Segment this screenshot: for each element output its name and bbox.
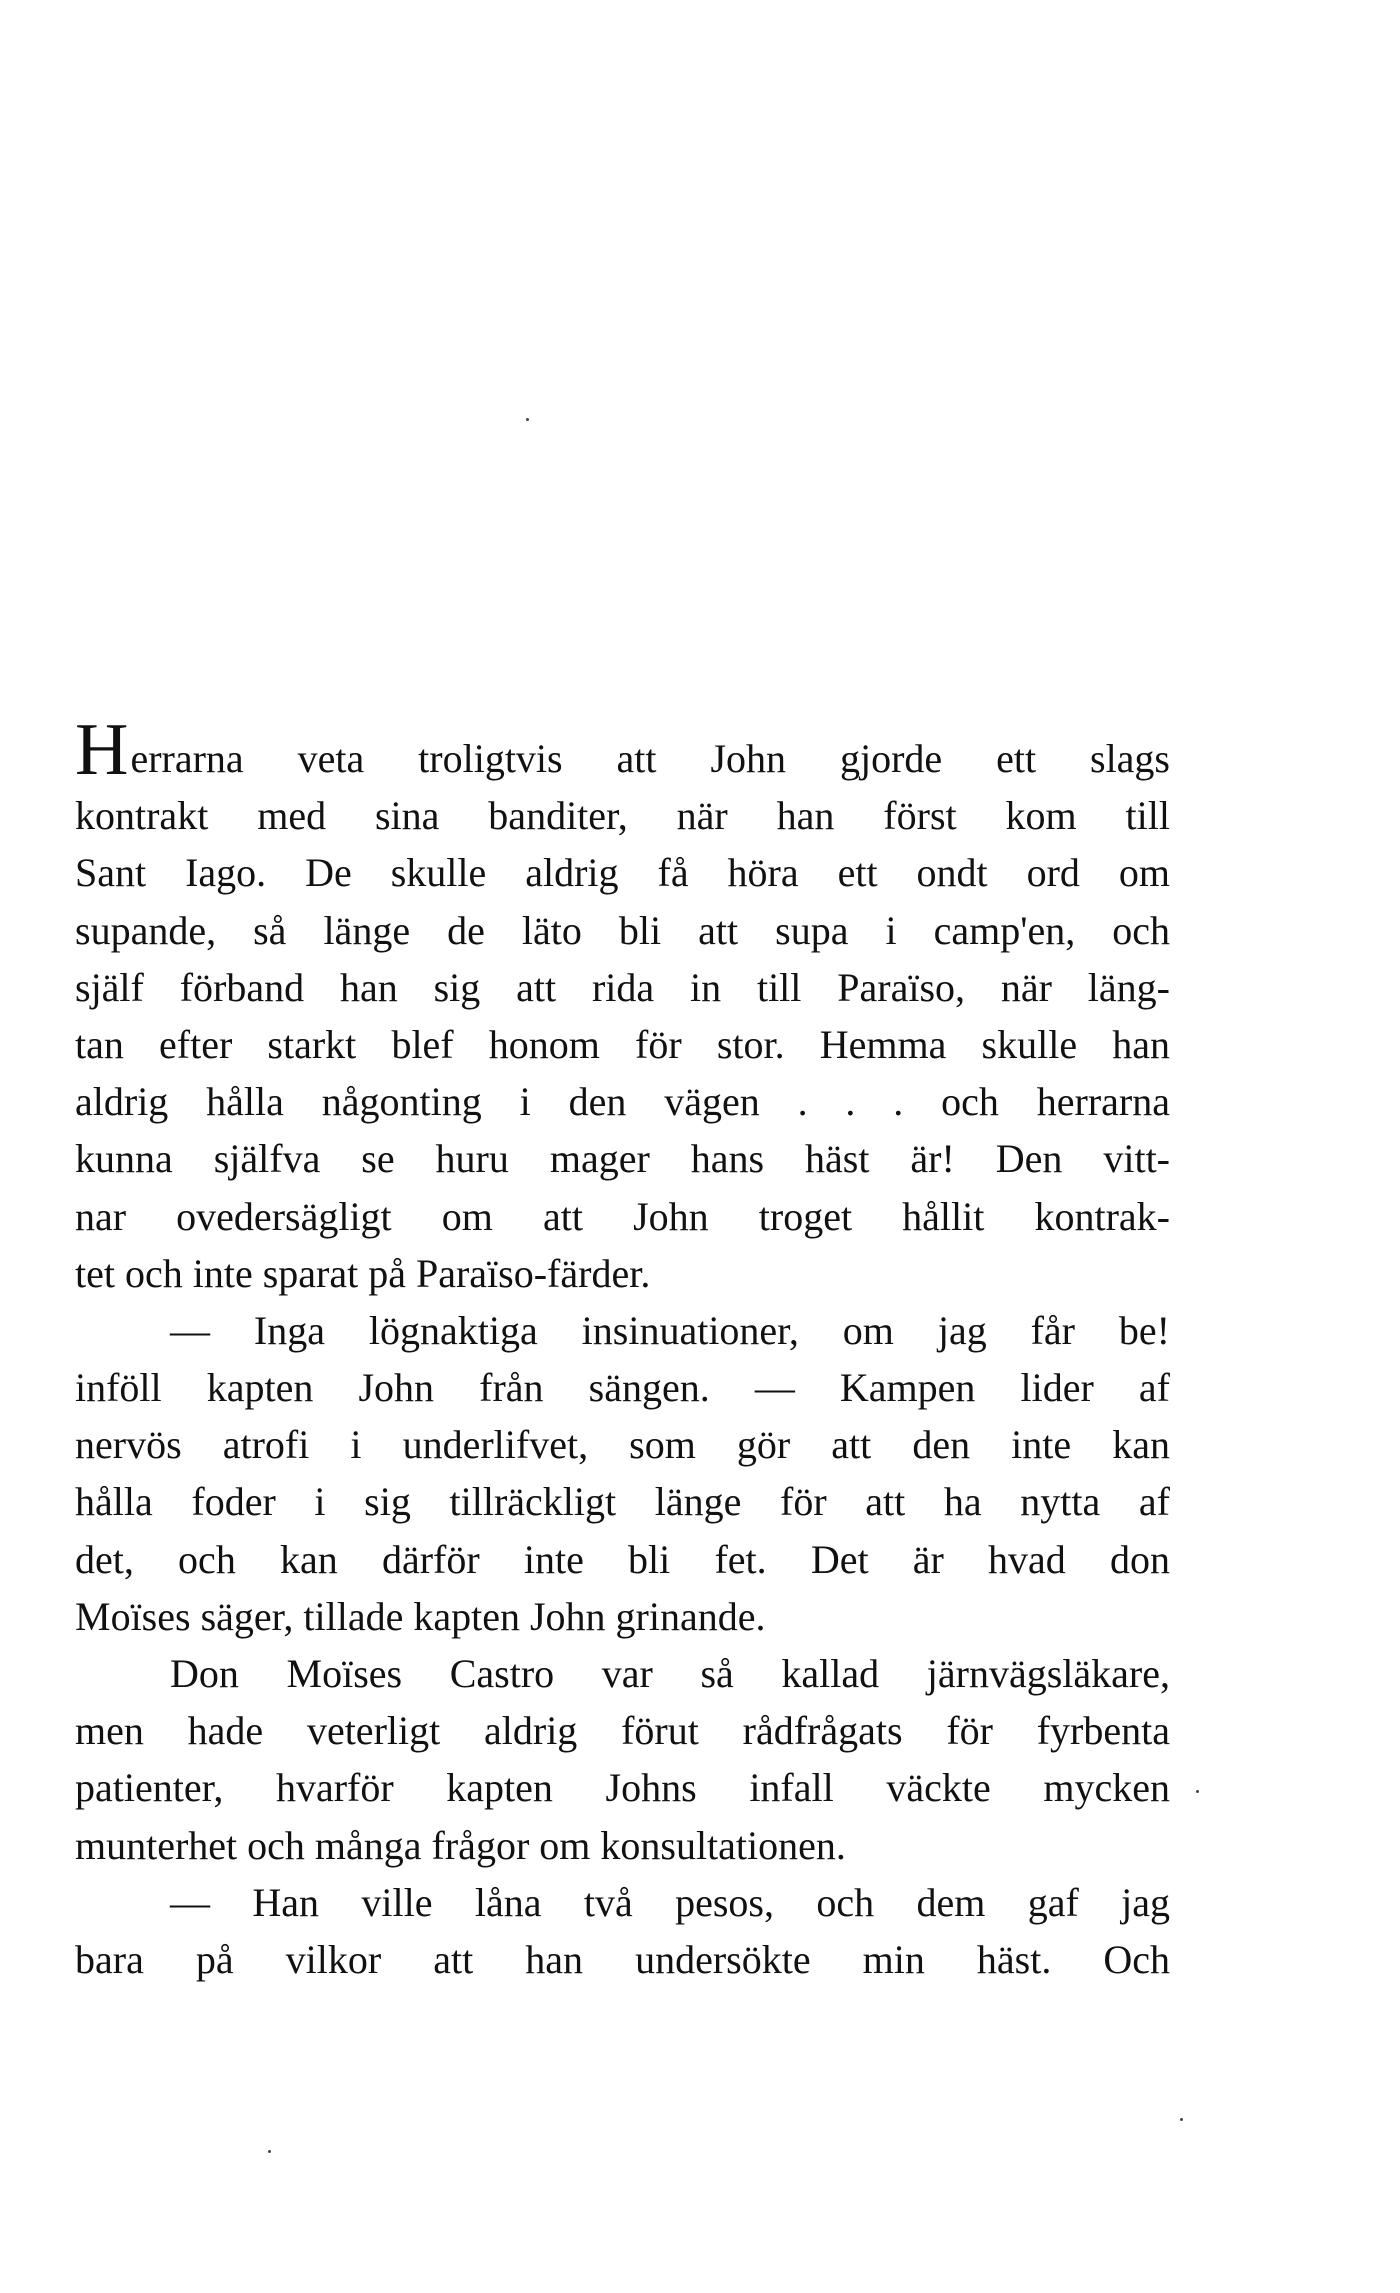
line-text: errarna veta troligtvis att John gjorde ett slags <box>130 736 1170 781</box>
text-line: — Han ville låna två pesos, och dem gaf jag <box>170 1879 1170 1925</box>
text-line: Don Moïses Castro var så kallad järnvägsläkare, <box>170 1651 1170 1696</box>
text-line: själf förband han sig att rida in till Paraïso, när läng- <box>75 964 1170 1010</box>
print-speck <box>1196 1790 1199 1793</box>
text-line: — Inga lögnaktiga insinuationer, om jag får be! <box>170 1307 1170 1353</box>
drop-cap: H <box>75 709 129 791</box>
text-line: tan efter starkt blef honom för stor. Hemma skulle han <box>75 1021 1170 1067</box>
text-line: Sant Iago. De skulle aldrig få höra ett ondt ord om <box>75 850 1170 896</box>
print-speck <box>1180 2118 1183 2121</box>
print-speck <box>268 2150 271 2153</box>
text-line: kontrakt med sina banditer, när han först kom till <box>75 793 1170 839</box>
text-line: supande, så länge de läto bli att supa i camp'en, och <box>75 907 1170 953</box>
text-line: tet och inte sparat på Paraïso-färder. <box>75 1250 651 1296</box>
text-line: men hade veterligt aldrig förut rådfrågats för fyrbenta <box>75 1708 1170 1754</box>
print-speck <box>526 418 529 421</box>
text-line: Moïses säger, tillade kapten John grinande. <box>75 1593 766 1639</box>
text-line: hålla foder i sig tillräckligt länge för att ha nytta af <box>75 1479 1170 1525</box>
text-line: bara på vilkor att han undersökte min häst. Och <box>75 1936 1170 1982</box>
text-line: munterhet och många frågor om konsultationen. <box>75 1822 846 1868</box>
text-line: kunna själfva se huru mager hans häst är! Den vitt- <box>75 1136 1170 1182</box>
body-text <box>75 709 1170 1988</box>
text-line <box>75 709 1170 791</box>
text-line: inföll kapten John från sängen. — Kampen lider af <box>75 1365 1170 1411</box>
text-line: nervös atrofi i underlifvet, som gör att den inte kan <box>75 1422 1170 1468</box>
text-line: aldrig hålla någonting i den vägen . . . och herrarna <box>75 1079 1170 1125</box>
text-line: nar ovedersägligt om att John troget hållit kontrak- <box>75 1193 1170 1239</box>
text-line: patienter, hvarför kapten Johns infall väckte mycken <box>75 1765 1170 1811</box>
text-line: det, och kan därför inte bli fet. Det är hvad don <box>75 1536 1170 1582</box>
